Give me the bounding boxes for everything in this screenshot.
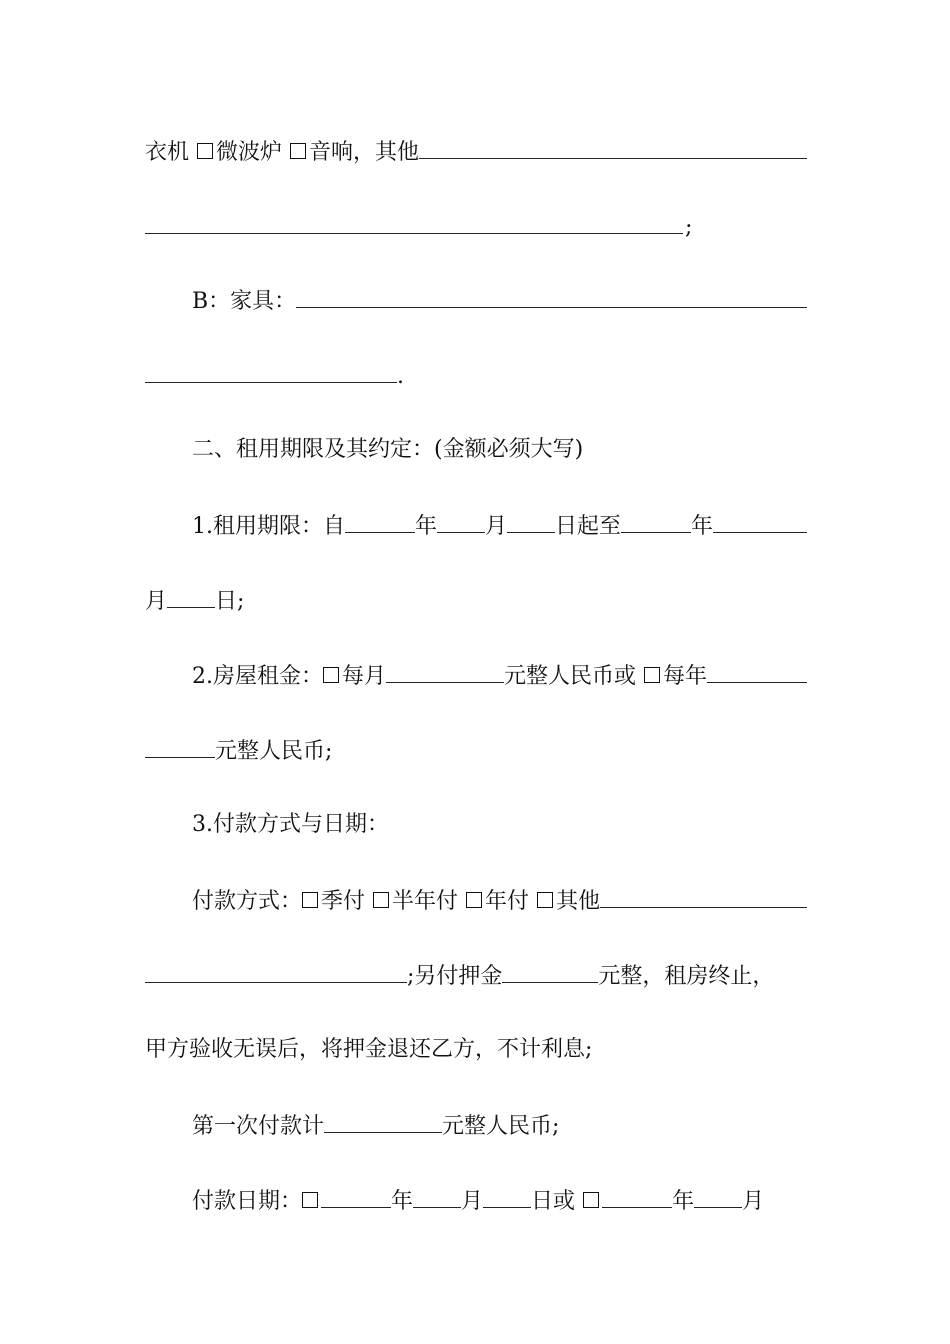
semicolon: ; bbox=[685, 215, 693, 240]
end-year-field[interactable] bbox=[621, 510, 691, 533]
monthly-amount-field[interactable] bbox=[386, 660, 504, 683]
lease-term-label: 1.租用期限：自 bbox=[192, 514, 345, 539]
first-payment-line bbox=[192, 1110, 807, 1142]
rmb-or-label: 元整人民币或 bbox=[504, 664, 637, 689]
deposit-amount-field[interactable] bbox=[502, 960, 598, 983]
section-two-text: 二、租用期限及其约定：(金额必须大写) bbox=[192, 437, 584, 462]
month-label: 月 bbox=[485, 514, 508, 539]
annual-label: 年付 bbox=[485, 889, 530, 914]
month-label-2: 月 bbox=[145, 589, 168, 614]
pay-day-or-label: 日或 bbox=[531, 1189, 576, 1214]
half-year-checkbox[interactable] bbox=[373, 892, 389, 908]
rent-label: 2.房屋租金： bbox=[192, 664, 323, 689]
pay-month-label-2: 月 bbox=[742, 1189, 765, 1214]
start-month-field[interactable] bbox=[437, 510, 485, 533]
appliances-continued-line bbox=[145, 211, 807, 243]
furniture-continued-line bbox=[145, 360, 807, 392]
first-payment-rmb: 元整人民币; bbox=[442, 1114, 560, 1139]
yearly-amount-field-2[interactable] bbox=[145, 735, 215, 758]
pay-month-field-2[interactable] bbox=[694, 1185, 742, 1208]
other-appliances-field[interactable] bbox=[419, 136, 807, 159]
deposit-return-text: 甲方验收无误后，将押金退还乙方，不计利息; bbox=[145, 1037, 593, 1062]
yearly-amount-field[interactable] bbox=[707, 660, 807, 683]
pay-year-field-2[interactable] bbox=[602, 1185, 672, 1208]
other-method-label: 其他 bbox=[556, 889, 601, 914]
payment-heading-text: 3.付款方式与日期： bbox=[192, 812, 389, 837]
pay-year-label: 年 bbox=[391, 1189, 414, 1214]
day-to-label: 日起至 bbox=[555, 514, 622, 539]
deposit-tail: 元整，租房终止， bbox=[598, 964, 775, 989]
payment-heading bbox=[192, 810, 807, 840]
lease-term-line bbox=[192, 510, 807, 542]
end-day-field[interactable] bbox=[167, 585, 215, 608]
payment-method-label: 付款方式： bbox=[192, 889, 303, 914]
pay-year-field[interactable] bbox=[321, 1185, 391, 1208]
deposit-return-line bbox=[145, 1035, 807, 1065]
pay-year-label-2: 年 bbox=[672, 1189, 695, 1214]
payment-method-line bbox=[192, 885, 807, 917]
year-label: 年 bbox=[415, 514, 438, 539]
deposit-line bbox=[145, 960, 807, 992]
payment-date-checkbox-1[interactable] bbox=[302, 1192, 318, 1208]
microwave-label: 微波炉 bbox=[216, 140, 283, 165]
pay-month-field[interactable] bbox=[413, 1185, 461, 1208]
quarterly-label: 季付 bbox=[321, 889, 366, 914]
payment-date-line bbox=[192, 1185, 807, 1217]
quarterly-checkbox[interactable] bbox=[302, 892, 318, 908]
other-method-field-2[interactable] bbox=[145, 960, 407, 983]
half-year-label: 半年付 bbox=[392, 889, 459, 914]
yearly-label: 每年 bbox=[663, 664, 708, 689]
monthly-checkbox[interactable] bbox=[323, 667, 339, 683]
start-day-field[interactable] bbox=[507, 510, 555, 533]
rmb-label: 元整人民币; bbox=[215, 739, 333, 764]
payment-date-label: 付款日期： bbox=[192, 1189, 303, 1214]
microwave-checkbox[interactable] bbox=[197, 143, 213, 159]
first-payment-field[interactable] bbox=[324, 1110, 442, 1133]
start-year-field[interactable] bbox=[345, 510, 415, 533]
yearly-checkbox[interactable] bbox=[644, 667, 660, 683]
end-month-field[interactable] bbox=[713, 510, 807, 533]
section-two-heading bbox=[192, 435, 807, 465]
monthly-label: 每月 bbox=[342, 664, 387, 689]
other-method-field[interactable] bbox=[600, 885, 807, 908]
pay-month-label: 月 bbox=[461, 1189, 484, 1214]
day-label: 日; bbox=[215, 589, 245, 614]
furniture-field[interactable] bbox=[296, 285, 807, 308]
annual-checkbox[interactable] bbox=[466, 892, 482, 908]
first-payment-label: 第一次付款计 bbox=[192, 1114, 325, 1139]
other-method-checkbox[interactable] bbox=[537, 892, 553, 908]
rent-line bbox=[192, 660, 807, 692]
appliance-washer-tail: 衣机 bbox=[145, 140, 190, 165]
lease-term-end-line bbox=[145, 585, 807, 617]
period: . bbox=[397, 364, 404, 389]
audio-checkbox[interactable] bbox=[290, 143, 306, 159]
year-label-2: 年 bbox=[691, 514, 714, 539]
furniture-line bbox=[192, 285, 807, 317]
payment-date-checkbox-2[interactable] bbox=[583, 1192, 599, 1208]
rent-continued-line bbox=[145, 735, 807, 767]
furniture-field-2[interactable] bbox=[145, 360, 397, 383]
furniture-label: B：家具： bbox=[192, 289, 297, 314]
audio-other-label: 音响，其他 bbox=[309, 140, 420, 165]
deposit-label: ;另付押金 bbox=[407, 964, 503, 989]
pay-day-field[interactable] bbox=[483, 1185, 531, 1208]
other-appliances-field-2[interactable] bbox=[145, 211, 683, 234]
appliances-line bbox=[145, 136, 807, 168]
